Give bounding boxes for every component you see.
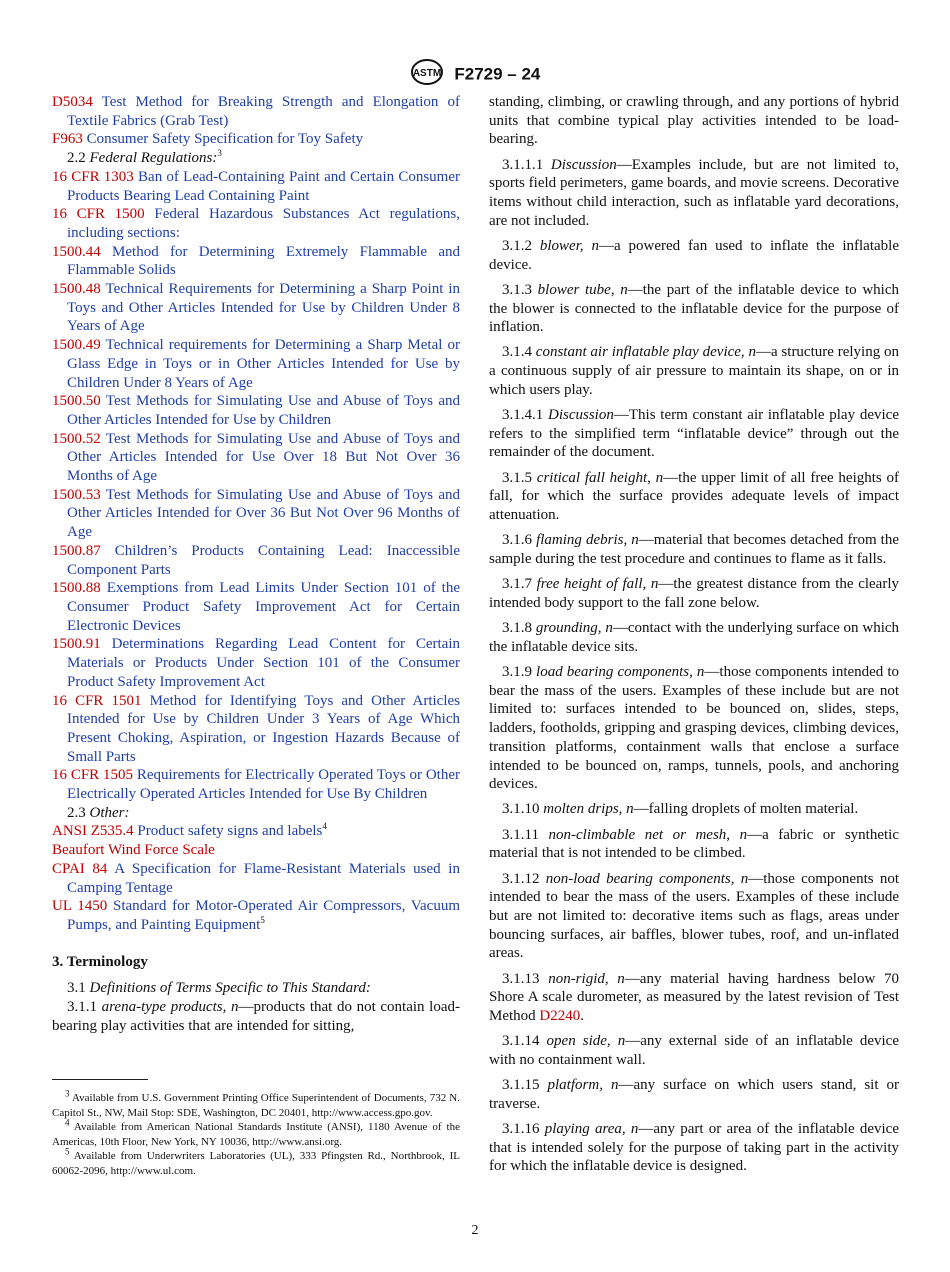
definition-text: —This term constant air inflatable play device refers to the simplified term “inflatable device” through out the remainder of the document.	[489, 407, 899, 461]
footnotes	[52, 1088, 460, 1178]
reference-item[interactable]	[52, 392, 460, 429]
reference-title[interactable]: Federal Hazardous Substances Act regulations, including sections:	[67, 206, 461, 241]
reference-code[interactable]: 16 CFR 1500	[52, 206, 145, 223]
definition-term: free height of fall, n	[536, 576, 659, 593]
definition-text: —any surface on which users stand, sit or traverse.	[489, 1077, 900, 1112]
designation: F2729 – 24	[454, 64, 541, 84]
definition-number: 3.1.13	[502, 970, 540, 987]
definition-item	[489, 531, 899, 568]
definition-term: open side, n	[546, 1033, 626, 1050]
reference-code[interactable]: 1500.88	[52, 580, 101, 597]
reference-ul[interactable]: UL 1450 Standard for Motor-Operated Air Compressors, Vacuum Pumps, and Painting Equipment$^5$	[52, 898, 460, 933]
definition-number: 3.1.15	[502, 1077, 540, 1094]
definition-item	[489, 575, 899, 612]
definition-text: —those components not intended to bear the mass of the users. Examples of these include but are not limited to: decorative items such as flags, areas under bouncing surfaces, air baffles, blower tubes, roof, and un-inflated areas.	[489, 870, 900, 962]
definition-text: —the part of the inflatable device to which the blower is connected to the inflatable device for the purpose of inflation.	[489, 281, 899, 336]
definition-number: 3.1.4	[502, 344, 532, 361]
reference-title[interactable]: Consumer Safety Specification for Toy Safety	[86, 131, 364, 148]
definition-item	[489, 826, 899, 863]
references-list-a	[52, 93, 460, 149]
definition-term: constant air inflatable play device, n	[535, 344, 756, 361]
reference-title[interactable]: Test Method for Breaking Strength and Elongation of Textile Fabrics (Grab Test)	[67, 94, 460, 129]
reference-code[interactable]: 1500.91	[52, 636, 101, 653]
footnote-text: Available from U.S. Government Printing Office Superintendent of Documents, 732 N. Capitol St., NW, Mail Stop: SDE, Washington, DC 20401, http://www.access.gpo.gov.	[52, 1092, 460, 1119]
definition-number: 3.1.16	[502, 1120, 540, 1137]
reference-code[interactable]: F963	[52, 131, 83, 148]
reference-title[interactable]: Technical Requirements for Determining a Sharp Point in Toys and Other Articles Intended for Use by Children Under 8 Years of Age	[67, 281, 460, 335]
references-list-b	[52, 168, 460, 804]
reference-code[interactable]: 1500.44	[52, 243, 101, 260]
reference-code[interactable]: 16 CFR 1501	[52, 692, 142, 709]
footnote-text: Available from American National Standards Institute (ANSI), 1180 Avenue of the Americas, 10th Floor, New York, NY 10036, http://www.ansi.org.	[52, 1121, 460, 1148]
footnote	[52, 1117, 460, 1149]
reference-item[interactable]	[52, 130, 460, 149]
reference-title[interactable]: Method for Identifying Toys and Other Articles Intended for Use by Children Under 3 Years of Age Which Present Choking, Aspiration, or Ingestion Hazards Because of Small Parts	[67, 692, 461, 765]
definition-tail: .	[580, 1007, 585, 1024]
definition-number: 3.1.1.1	[502, 156, 544, 173]
reference-code[interactable]: 1500.48	[52, 281, 101, 298]
definition-term: platform, n	[547, 1077, 619, 1094]
section-2-3: 2.3 Other:	[67, 804, 130, 821]
definition-term: load bearing components, n	[536, 663, 705, 680]
footnote	[52, 1088, 460, 1120]
definition-text: —the greatest distance from the clearly intended body support to the fall zone below.	[489, 576, 899, 611]
reference-item[interactable]	[52, 243, 460, 280]
definition-term: Discussion	[548, 407, 614, 424]
page-number: 2	[471, 1223, 479, 1238]
reference-title[interactable]: Determinations Regarding Lead Content for Certain Materials or Products Under Section 101 of the Consumer Product Safety Improvement Act	[67, 636, 461, 690]
reference-item[interactable]	[52, 692, 460, 767]
definition-number: 3.1.7	[502, 576, 532, 593]
reference-title[interactable]: Requirements for Electrically Operated Toys or Other Electrically Operated Articles Intended for Use By Children	[67, 767, 460, 803]
section-2-2: 2.2 Federal Regulations:$^3$	[67, 148, 222, 167]
definition-text: —contact with the underlying surface on which the inflatable device sits.	[489, 620, 900, 655]
reference-code[interactable]: 1500.52	[52, 430, 101, 447]
footnote-mark: 5	[65, 1146, 70, 1157]
definition-item	[489, 469, 899, 525]
reference-item[interactable]	[52, 168, 460, 205]
definition-term: grounding, n	[535, 620, 613, 637]
reference-item[interactable]	[52, 486, 460, 542]
definition-text: —any part or area of the inflatable device that is intended solely for the purpose of taking part in the activity for which the inflatable device is designed.	[489, 1120, 900, 1175]
definition-number: 3.1.6	[502, 532, 532, 549]
reference-title[interactable]: Children’s Products Containing Lead: Inaccessible Component Parts	[67, 542, 460, 578]
definition-item	[489, 1120, 899, 1176]
definition-item	[489, 619, 899, 656]
definition-number: 3.1.14	[502, 1033, 540, 1050]
terminology-heading: 3. Terminology	[52, 953, 148, 970]
definition-text: —any external side of an inflatable device with no containment wall.	[489, 1033, 899, 1068]
definition-number: 3.1.9	[502, 663, 532, 680]
footnote-mark: 3	[65, 1088, 70, 1099]
reference-title[interactable]: Test Methods for Simulating Use and Abuse of Toys and Other Articles Intended for Over 36 But Not Over 96 Months of Age	[67, 486, 460, 541]
reference-item[interactable]	[52, 430, 460, 486]
footnote-rule	[52, 1079, 148, 1080]
definition-number: 3.1.4.1	[502, 407, 544, 424]
reference-link[interactable]: D2240	[539, 1007, 581, 1024]
reference-item[interactable]	[52, 635, 460, 691]
definition-term: playing area, n	[544, 1120, 639, 1137]
reference-item[interactable]	[52, 280, 460, 336]
reference-title[interactable]: Ban of Lead-Containing Paint and Certain Consumer Products Bearing Lead Containing Paint	[67, 168, 461, 204]
reference-code[interactable]: 1500.49	[52, 337, 101, 354]
definition-item	[489, 343, 899, 399]
definitions-list	[489, 156, 899, 1176]
reference-title[interactable]: Test Methods for Simulating Use and Abuse of Toys and Other Articles Intended for Use by Children	[67, 393, 460, 428]
reference-ansi[interactable]: ANSI Z535.4 Product safety signs and labels$^4$	[52, 821, 327, 840]
astm-logo	[410, 58, 444, 91]
definition-term: blower, n	[539, 237, 599, 254]
definition-item	[489, 281, 899, 337]
definition-number: 3.1.2	[502, 237, 532, 254]
page-header	[0, 58, 950, 91]
reference-beaufort[interactable]: Beaufort Wind Force Scale	[52, 842, 215, 859]
definition-text: —the upper limit of all free heights of fall, for which the surface provides adequate levels of impact attenuation.	[489, 469, 900, 524]
definition-item	[489, 663, 899, 794]
definition-term: non-rigid, n	[548, 970, 625, 987]
definition-term: critical fall height, n	[536, 469, 664, 486]
reference-code[interactable]: 1500.53	[52, 486, 101, 503]
definition-item	[489, 1076, 899, 1113]
reference-item[interactable]	[52, 579, 460, 635]
reference-code[interactable]: 16 CFR 1505	[52, 767, 133, 784]
definition-number: 3.1.5	[502, 469, 532, 486]
definition-number: 3.1.3	[502, 281, 532, 298]
reference-item[interactable]	[52, 93, 460, 130]
definition-text: —a fabric or synthetic material that is not intended to be climbed.	[489, 826, 899, 862]
footnote	[52, 1146, 460, 1178]
reference-title[interactable]: Test Methods for Simulating Use and Abuse of Toys and Other Articles Intended for Use Over 18 But Not Over 36 Months of Age	[67, 430, 460, 485]
definition-text: —a powered fan used to inflate the inflatable device.	[489, 237, 899, 273]
reference-item[interactable]	[52, 205, 460, 242]
definition-text: —material that becomes detached from the sample during the test procedure and continues to flame as it falls.	[489, 532, 900, 567]
definition-text: —any material having hardness below 70 Shore A scale durometer, as measured by the latest revision of Test Method	[489, 970, 899, 1024]
definition-item	[489, 237, 899, 274]
definition-term: non-climbable net or mesh, n	[548, 826, 748, 843]
definition-text: —those components intended to bear the mass of the users. Examples of these include but are not limited to: surfaces intended to be bounced on, slides, steps, ladders, footholds, gripping and grasping devices, climbing devices, transition platforms, containment walls that enclose a surface intended to be bounced on, ramps, tunnels, pools, and anchoring devices.	[489, 663, 900, 793]
definition-number: 3.1.11	[502, 826, 539, 843]
definition-number: 3.1.12	[502, 870, 540, 887]
footnote-mark: 4	[65, 1117, 70, 1128]
reference-item[interactable]	[52, 336, 460, 392]
right-column	[489, 93, 899, 1183]
definition-text: —Examples include, but are not limited to, sports field perimeters, game boards, and movie screens. Decorative items without child interaction, such as inflatable yard decorations, are not included.	[489, 156, 900, 229]
definition-term: flaming debris, n	[536, 532, 639, 549]
section-3-1: 3.1 Definitions of Terms Specific to This Standard:	[67, 980, 371, 997]
logo-text: ASTM	[412, 68, 441, 79]
definition-number: 3.1.8	[502, 620, 532, 637]
definition-item	[489, 970, 899, 1026]
reference-code[interactable]: D5034	[52, 94, 93, 110]
reference-item[interactable]	[52, 542, 460, 579]
definition-term: blower tube, n	[537, 281, 628, 298]
definition-3-1-1: 3.1.1 arena-type products, n—products that do not contain load-bearing play activities that are intended for sitting,	[52, 999, 460, 1034]
reference-cpai[interactable]: CPAI 84 A Specification for Flame-Resistant Materials used in Camping Tentage	[52, 860, 460, 896]
definition-item	[489, 800, 899, 819]
reference-title[interactable]: Method for Determining Extremely Flammable and Flammable Solids	[67, 243, 460, 279]
left-column	[52, 93, 460, 1035]
definition-text: —a structure relying on a continuous supply of air pressure to maintain its shape, on or in which users play.	[489, 344, 899, 398]
reference-title[interactable]: Exemptions from Lead Limits Under Section 101 of the Consumer Product Safety Improvement Act for Certain Electronic Devices	[67, 580, 461, 634]
definition-text: —falling droplets of molten material.	[633, 801, 859, 818]
definition-item	[489, 406, 899, 462]
definition-item	[489, 156, 899, 231]
definition-item	[489, 1032, 899, 1069]
definition-number: 3.1.10	[502, 801, 540, 818]
reference-code[interactable]: 1500.50	[52, 393, 101, 410]
definition-term: molten drips, n	[543, 801, 634, 818]
definition-3-1-1-continued: standing, climbing, or crawling through, and any portions of hybrid units that combine typical play activities intended to be load-bearing.	[489, 94, 899, 148]
definition-term: non-load bearing components, n	[545, 870, 749, 887]
reference-item[interactable]	[52, 766, 460, 803]
definition-item	[489, 870, 899, 964]
reference-code[interactable]: 16 CFR 1303	[52, 168, 134, 185]
reference-title[interactable]: Technical requirements for Determining a Sharp Metal or Glass Edge in Toys or in Other Articles Intended for Use by Children Under 8 Years of Age	[67, 337, 461, 391]
footnote-text: Available from Underwriters Laboratories (UL), 333 Pfingsten Rd., Northbrook, IL 60062-2096, http://www.ul.com.	[52, 1150, 460, 1177]
definition-term: Discussion	[550, 156, 617, 173]
reference-code[interactable]: 1500.87	[52, 542, 101, 559]
